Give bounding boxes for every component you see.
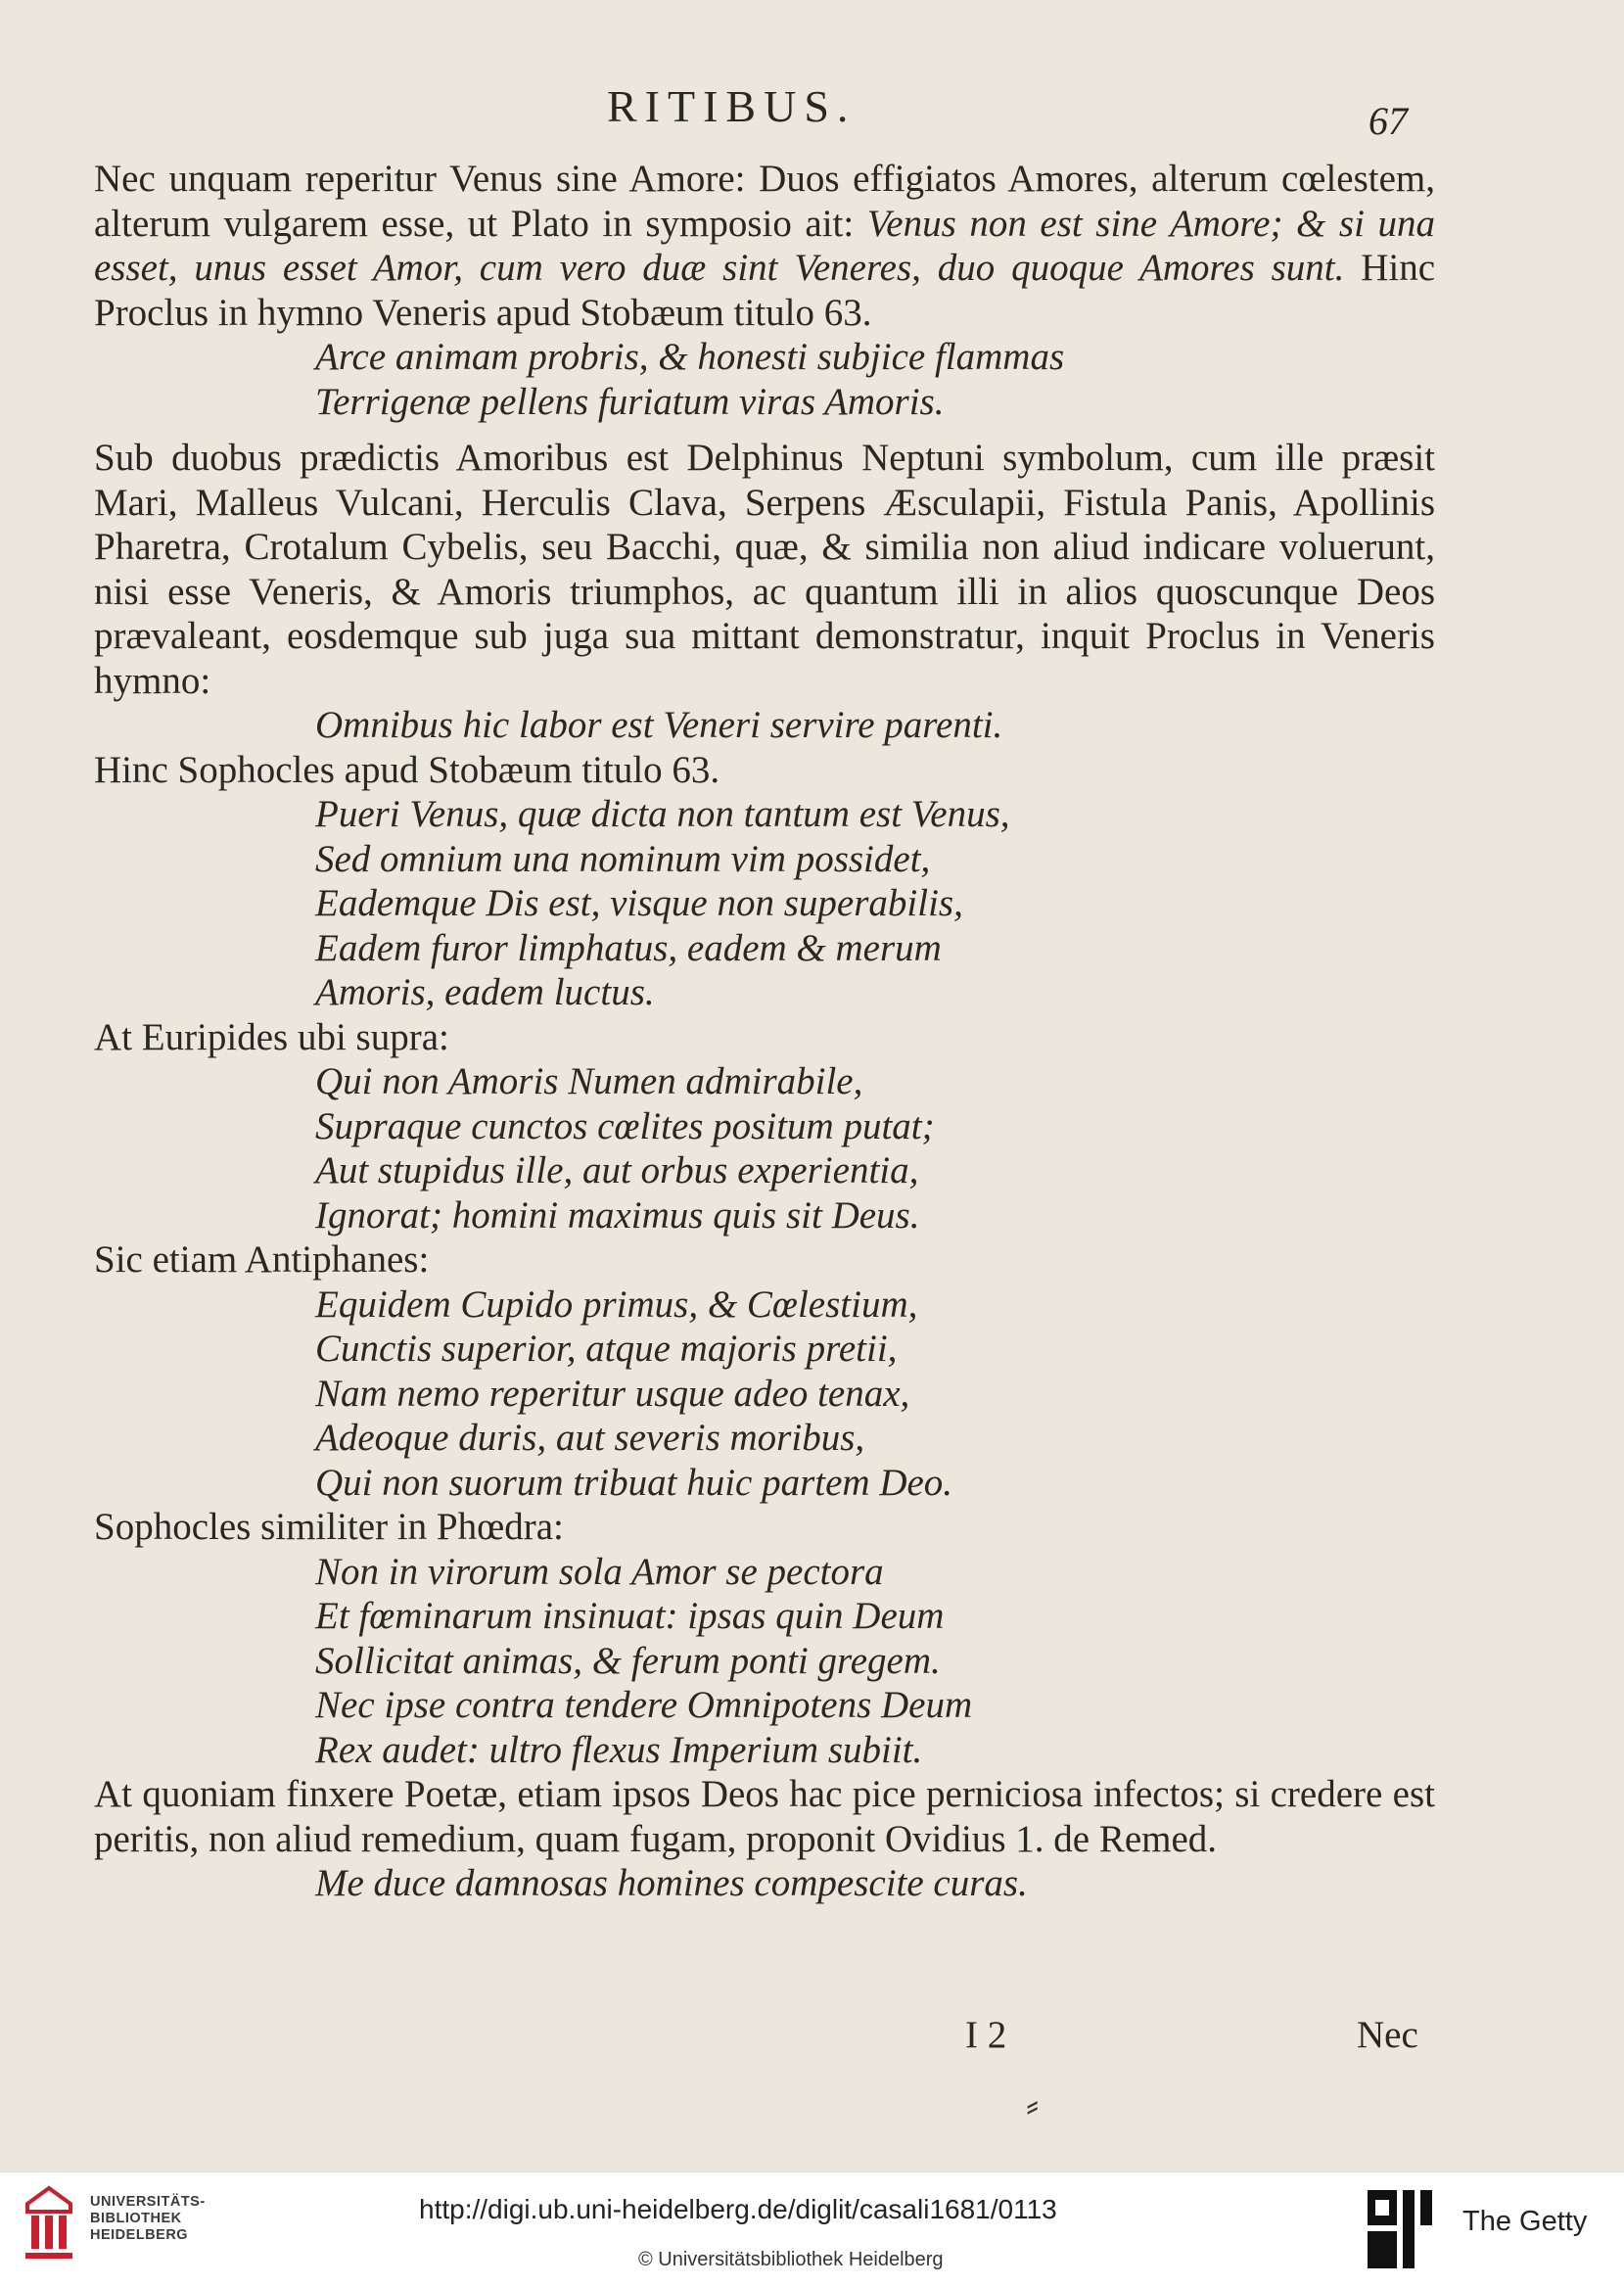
verse-line: Nec ipse contra tendere Omnipotens Deum: [315, 1684, 973, 1726]
page-header: [0, 70, 1624, 149]
verse-line: Amoris, eadem luctus.: [315, 971, 655, 1013]
verse-line: Terrigenæ pellens furiatum viras Amoris.: [315, 380, 945, 423]
verse-line: Cunctis superior, atque majoris pretii,: [315, 1328, 898, 1370]
verse-line: Sollicitat animas, & ferum ponti gregem.: [315, 1639, 941, 1682]
verse-line: Non in virorum sola Amor se pectora: [315, 1550, 884, 1593]
verse-line: Et fœminarum insinuat: ipsas quin Deum: [315, 1595, 945, 1637]
university-library-logo-icon: [20, 2184, 78, 2264]
verse-line: Eademque Dis est, visque non superabilis,: [315, 882, 963, 924]
verse-line: Equidem Cupido primus, & Cœlestium,: [315, 1283, 918, 1326]
verse-block-sophocles: [94, 792, 1435, 1015]
signature-line: [0, 2013, 1624, 2072]
paragraph: Sic etiam Antiphanes:: [94, 1238, 430, 1281]
paragraph: Hinc Sophocles apud Stobæum titulo 63.: [94, 748, 720, 791]
copyright-notice: © Universitätsbibliothek Heidelberg: [638, 2249, 944, 2270]
verse-line: Aut stupidus ille, aut orbus experientia,: [315, 1149, 919, 1191]
library-name: UNIVERSITÄTS- BIBLIOTHEK HEIDELBERG: [90, 2194, 206, 2243]
page-body: [94, 157, 1435, 1906]
plato-quote: Venus non est sine Amore; & si una esset, unus esset Amor, cum vero duæ sint Veneres, duo quoque Amores sunt.: [94, 202, 1435, 289]
verse-line: Rex audet: ultro flexus Imperium subiit.: [315, 1728, 923, 1771]
verse-line: Adeoque duris, aut severis moribus,: [315, 1417, 865, 1459]
page-number: 67: [1369, 99, 1408, 143]
paragraph: At Euripides ubi supra:: [94, 1015, 449, 1058]
paragraph: Sophocles similiter in Phœdra:: [94, 1506, 564, 1548]
sponsor-name: The Getty: [1462, 2206, 1588, 2237]
verse-line: Qui non Amoris Numen admirabile,: [315, 1060, 863, 1102]
paragraph: Sub duobus prædictis Amoribus est Delphinus Neptuni symbolum, cum ille præsit Mari, Malleus Vulcani, Herculis Clava, Serpens Æsculapii, Fistula Panis, Apollinis Pharetra, Crotalum Cybelis, seu Bacchi, quæ, & similia non aliud indicare voluerunt, nisi esse Veneris, & Amoris triumphos, ac quantum illi in alios quoscunque Deos prævaleant, eosdemque sub juga sua mittant demonstratur, inquit Proclus in Veneris hymno:: [94, 437, 1435, 702]
verse-line: Pueri Venus, quæ dicta non tantum est Venus,: [315, 793, 1010, 835]
verse-block-ovid: [94, 1861, 1435, 1906]
running-title: RITIBUS.: [607, 81, 857, 131]
getty-logo-icon: [1366, 2188, 1434, 2270]
verse-block-antiphanes: [94, 1283, 1435, 1506]
permalink-url[interactable]: http://digi.ub.uni-heidelberg.de/diglit/casali1681/0113: [419, 2194, 1057, 2224]
verse-line: Me duce damnosas homines compescite curas.: [315, 1862, 1028, 1904]
ink-blot-icon: ⸗: [1026, 2082, 1040, 2127]
verse-line: Ignorat; homini maximus quis sit Deus.: [315, 1193, 920, 1237]
signature-mark: I 2: [965, 2014, 1007, 2056]
verse-line: Sed omnium una nominum vim possidet,: [315, 837, 931, 880]
verse-block-euripides: [94, 1059, 1435, 1237]
viewer-footer: [0, 2171, 1624, 2287]
verse-line: Arce animam probris, & honesti subjice flammas: [315, 336, 1065, 378]
verse-block-proclus-hymn: [94, 703, 1435, 748]
paragraph: At quoniam finxere Poetæ, etiam ipsos Deos hac pice perniciosa infectos; si credere est peritis, non aliud remedium, quam fugam, proponit Ovidius 1. de Remed.: [94, 1773, 1435, 1860]
paragraph: [94, 157, 1435, 335]
verse-line: Nam nemo reperitur usque adeo tenax,: [315, 1372, 910, 1415]
verse-line: Supraque cunctos cœlites positum putat;: [315, 1104, 935, 1147]
verse-line: Qui non suorum tribuat huic partem Deo.: [315, 1461, 953, 1504]
catchword: Nec: [1357, 2014, 1418, 2056]
paragraph-text: Hinc Proclus in hymno Veneris apud Stobæum titulo 63.: [94, 247, 1436, 334]
paragraph-text: Nec unquam reperitur Venus sine Amore: Duos effigiatos Amores, alterum cœlestem, alterum vulgarem esse, ut Plato in symposio ait:: [94, 158, 1435, 245]
verse-line: Omnibus hic labor est Veneri servire parenti.: [315, 704, 1003, 746]
verse-line: Eadem furor limphatus, eadem & merum: [315, 926, 942, 969]
verse-block-proclus: [94, 335, 1435, 424]
verse-block-phoedra: [94, 1550, 1435, 1773]
